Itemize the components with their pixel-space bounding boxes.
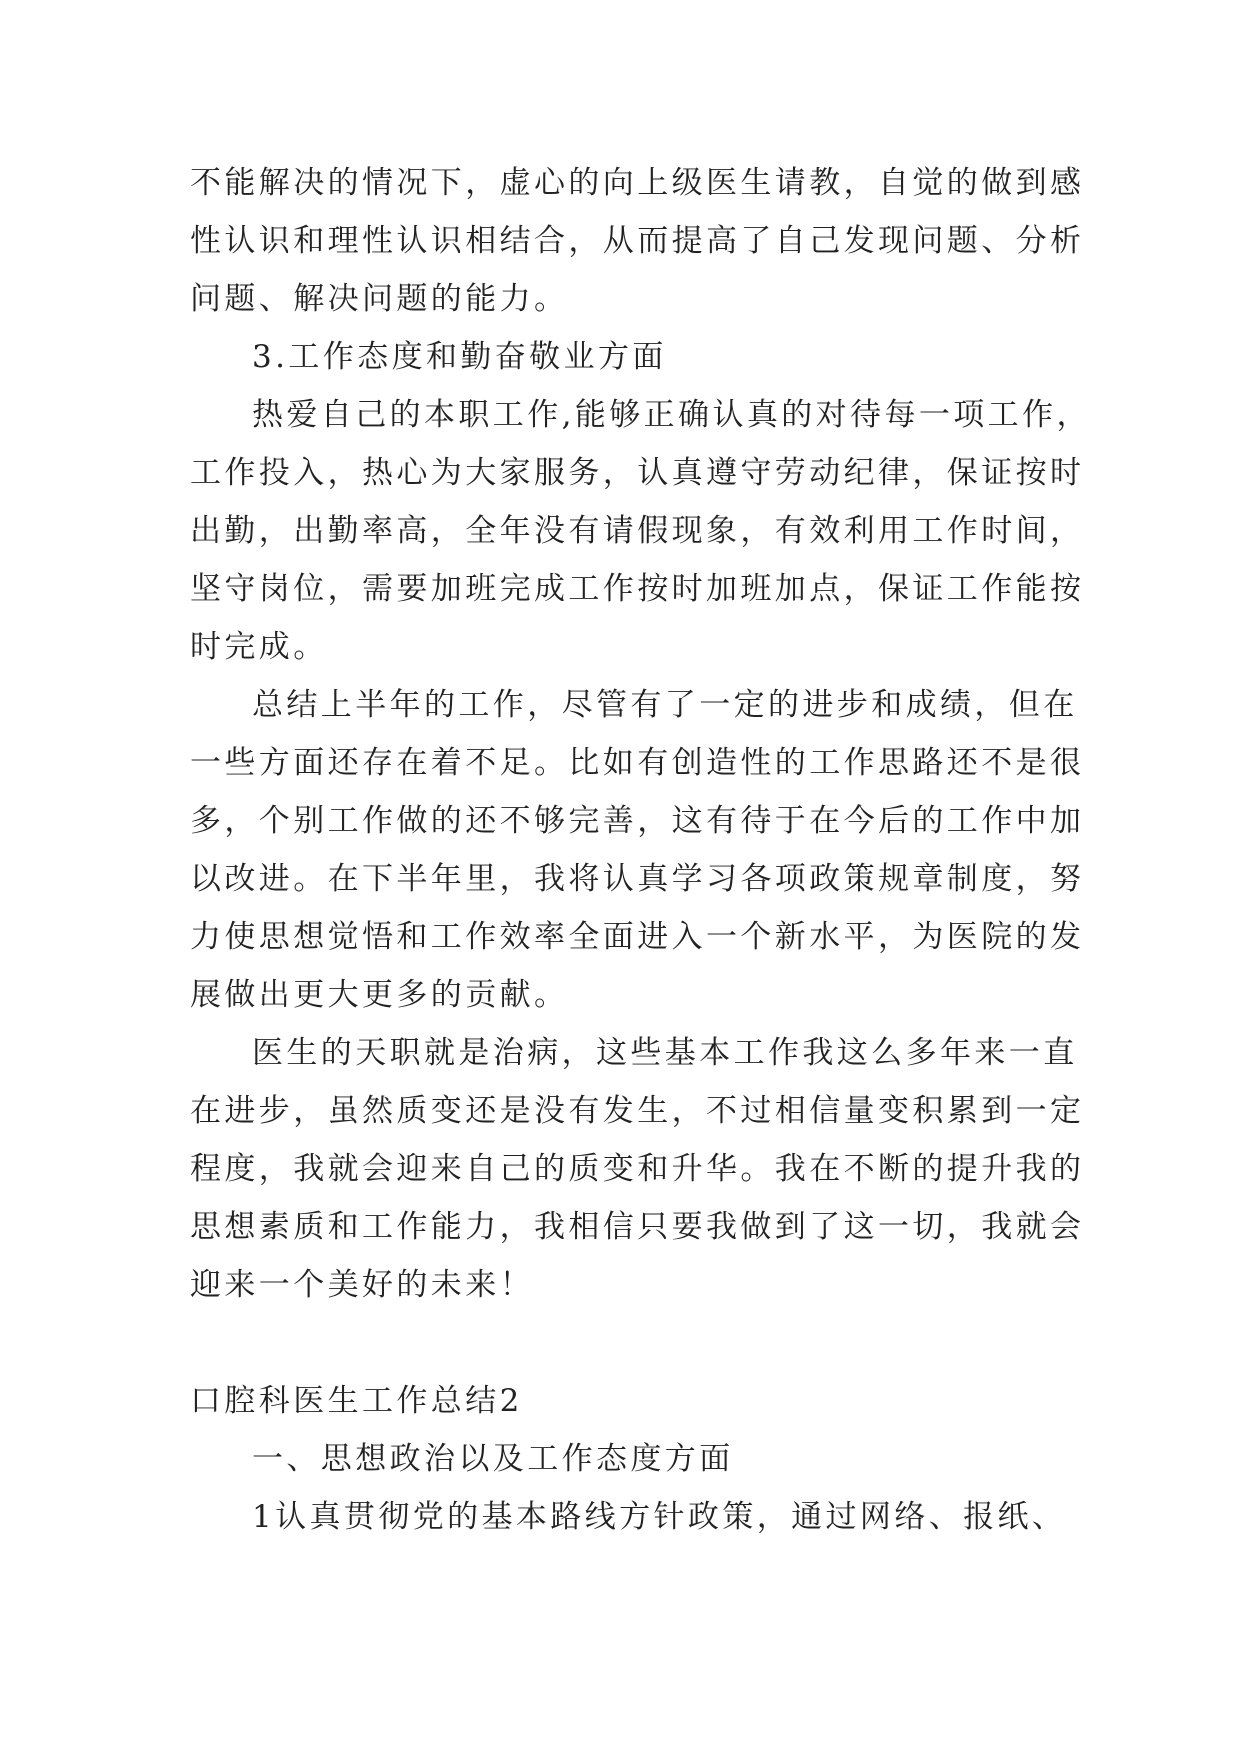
- body-text-line: 展做出更大更多的贡献。: [190, 977, 569, 1013]
- body-text-line: 1认真贯彻党的基本路线方针政策，通过网络、报纸、: [252, 1499, 1067, 1535]
- body-text-line: 思想素质和工作能力，我相信只要我做到了这一切，我就会: [190, 1209, 1085, 1245]
- body-text-line: 出勤，出勤率高，全年没有请假现象，有效利用工作时间，: [190, 513, 1085, 549]
- body-text-line: 总结上半年的工作，尽管有了一定的进步和成绩，但在: [252, 687, 1078, 723]
- body-text-line: 力使思想觉悟和工作效率全面进入一个新水平，为医院的发: [190, 919, 1085, 955]
- body-text-line: 工作投入，热心为大家服务，认真遵守劳动纪律，保证按时: [190, 455, 1085, 491]
- body-text-line: 迎来一个美好的未来！: [190, 1267, 534, 1303]
- body-text-line: 不能解决的情况下，虚心的向上级医生请教，自觉的做到感: [190, 165, 1085, 201]
- body-text-line: 时完成。: [190, 629, 328, 665]
- body-text-line: 问题、解决问题的能力。: [190, 281, 569, 317]
- body-text-line: 以改进。在下半年里，我将认真学习各项政策规章制度，努: [190, 861, 1085, 897]
- section-heading: 一、思想政治以及工作态度方面: [252, 1441, 734, 1477]
- body-text-line: 程度，我就会迎来自己的质变和升华。我在不断的提升我的: [190, 1151, 1085, 1187]
- body-text-line: 医生的天职就是治病，这些基本工作我这么多年来一直: [252, 1035, 1078, 1071]
- body-text-line: 一些方面还存在着不足。比如有创造性的工作思路还不是很: [190, 745, 1085, 781]
- body-text-line: 多，个别工作做的还不够完善，这有待于在今后的工作中加: [190, 803, 1085, 839]
- body-text-line: 在进步，虽然质变还是没有发生，不过相信量变积累到一定: [190, 1093, 1085, 1129]
- body-text-line: 性认识和理性认识相结合，从而提高了自己发现问题、分析: [190, 223, 1085, 259]
- document-title: 口腔科医生工作总结2: [190, 1383, 523, 1419]
- body-text-line: 坚守岗位，需要加班完成工作按时加班加点，保证工作能按: [190, 571, 1085, 607]
- body-text-line: 热爱自己的本职工作,能够正确认真的对待每一项工作，: [252, 397, 1091, 433]
- section-heading: 3.工作态度和勤奋敬业方面: [252, 339, 667, 375]
